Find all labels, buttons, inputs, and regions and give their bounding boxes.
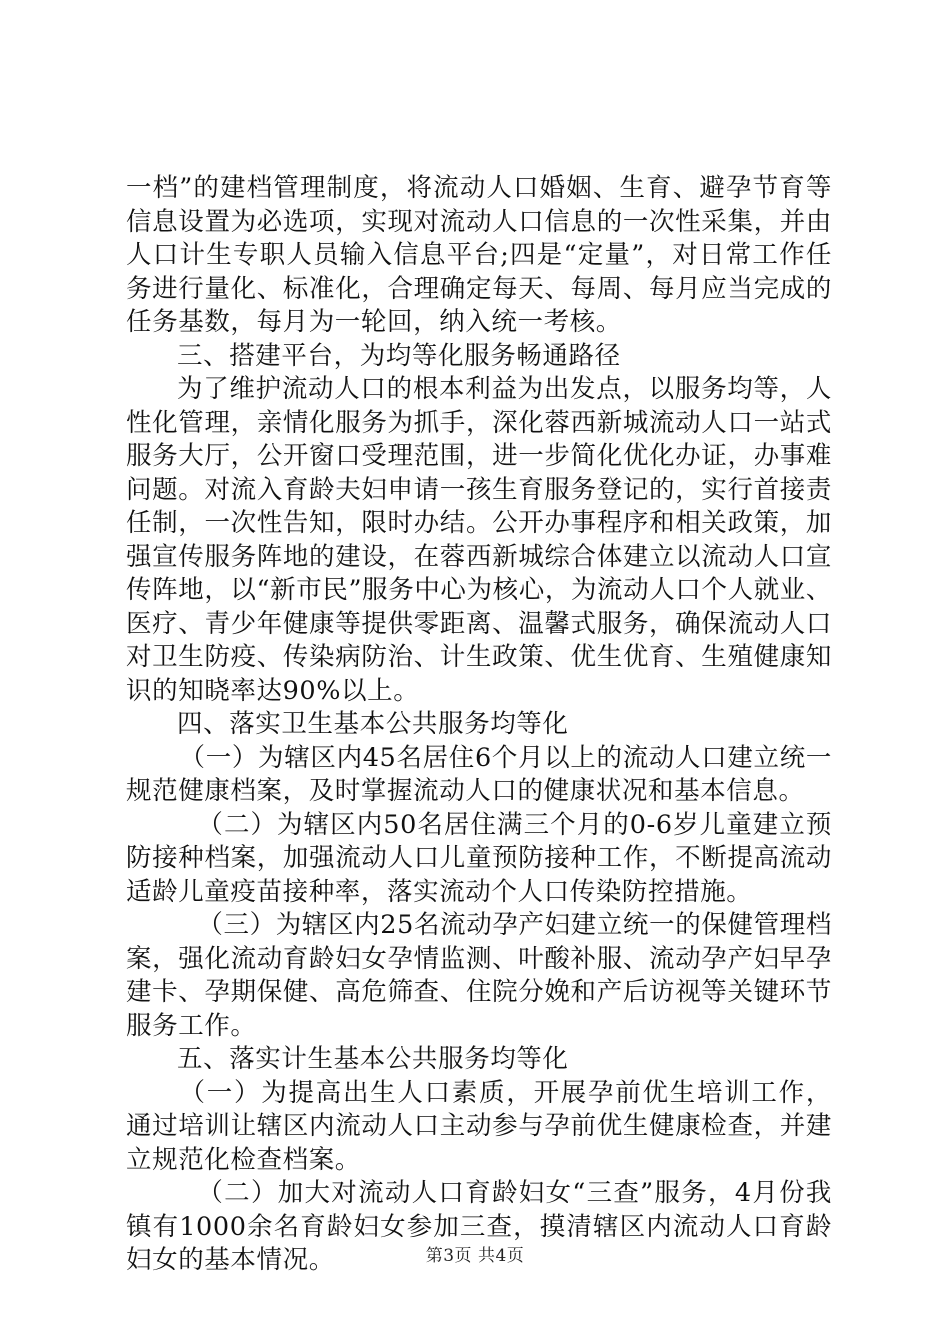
- section-heading-5: 五、落实计生基本公共服务均等化: [177, 1044, 569, 1074]
- section-heading-3: 三、搭建平台，为均等化服务畅通路径: [177, 340, 621, 371]
- item-vaccination-archive: （二）为辖区内50名居住满三个月的0-6岁儿童建立预防接种档案，加强流动人口儿童预防接种工作，不断提高流动适龄儿童疫苗接种率，落实流动个人口传染防控措施。: [126, 809, 832, 907]
- section-heading-4: 四、落实卫生基本公共服务均等化: [177, 709, 569, 739]
- document-body: [126, 172, 832, 1278]
- item-prenatal-training: （一）为提高出生人口素质，开展孕前优生培训工作，通过培训让辖区内流动人口主动参与孕前优生健康检查，并建立规范化检查档案。: [126, 1077, 832, 1175]
- page-number-footer: 第3页 共4页: [425, 1246, 525, 1266]
- item-maternal-archive: （三）为辖区内25名流动孕产妇建立统一的保健管理档案，强化流动育龄妇女孕情监测、叶酸补服、流动孕产妇早孕建卡、孕期保健、高危筛查、住院分娩和产后访视等关键环节服务工作。: [126, 910, 832, 1041]
- item-three-checks: （二）加大对流动人口育龄妇女“三查”服务，4月份我镇有1000余名育龄妇女参加三查，摸清辖区内流动人口育龄妇女的基本情况。: [126, 1178, 832, 1275]
- item-health-archive: （一）为辖区内45名居住6个月以上的流动人口建立统一规范健康档案，及时掌握流动人口的健康状况和基本信息。: [126, 742, 832, 806]
- paragraph-platform: 为了维护流动人口的根本利益为出发点，以服务均等，人性化管理，亲情化服务为抓手，深化蓉西新城流动人口一站式服务大厅，公开窗口受理范围，进一步简化优化办证，办事难问题。对流入育龄夫妇申请一孩生育服务登记的，实行首接责任制，一次性告知，限时办结。公开办事程序和相关政策，加强宣传服务阵地的建设，在蓉西新城综合体建立以流动人口宣传阵地，以“新市民”服务中心为核心，为流动人口个人就业、医疗、青少年健康等提供零距离、温馨式服务，确保流动人口对卫生防疫、传染病防治、计生政策、优生优育、生殖健康知识的知晓率达90%以上。: [126, 374, 832, 706]
- paragraph-continuation: 一档”的建档管理制度，将流动人口婚姻、生育、避孕节育等信息设置为必选项，实现对流动人口信息的一次性采集，并由人口计生专职人员输入信息平台;四是“定量”，对日常工作任务进行量化、标准化，合理确定每天、每周、每月应当完成的任务基数，每月为一轮回，纳入统一考核。: [126, 173, 832, 337]
